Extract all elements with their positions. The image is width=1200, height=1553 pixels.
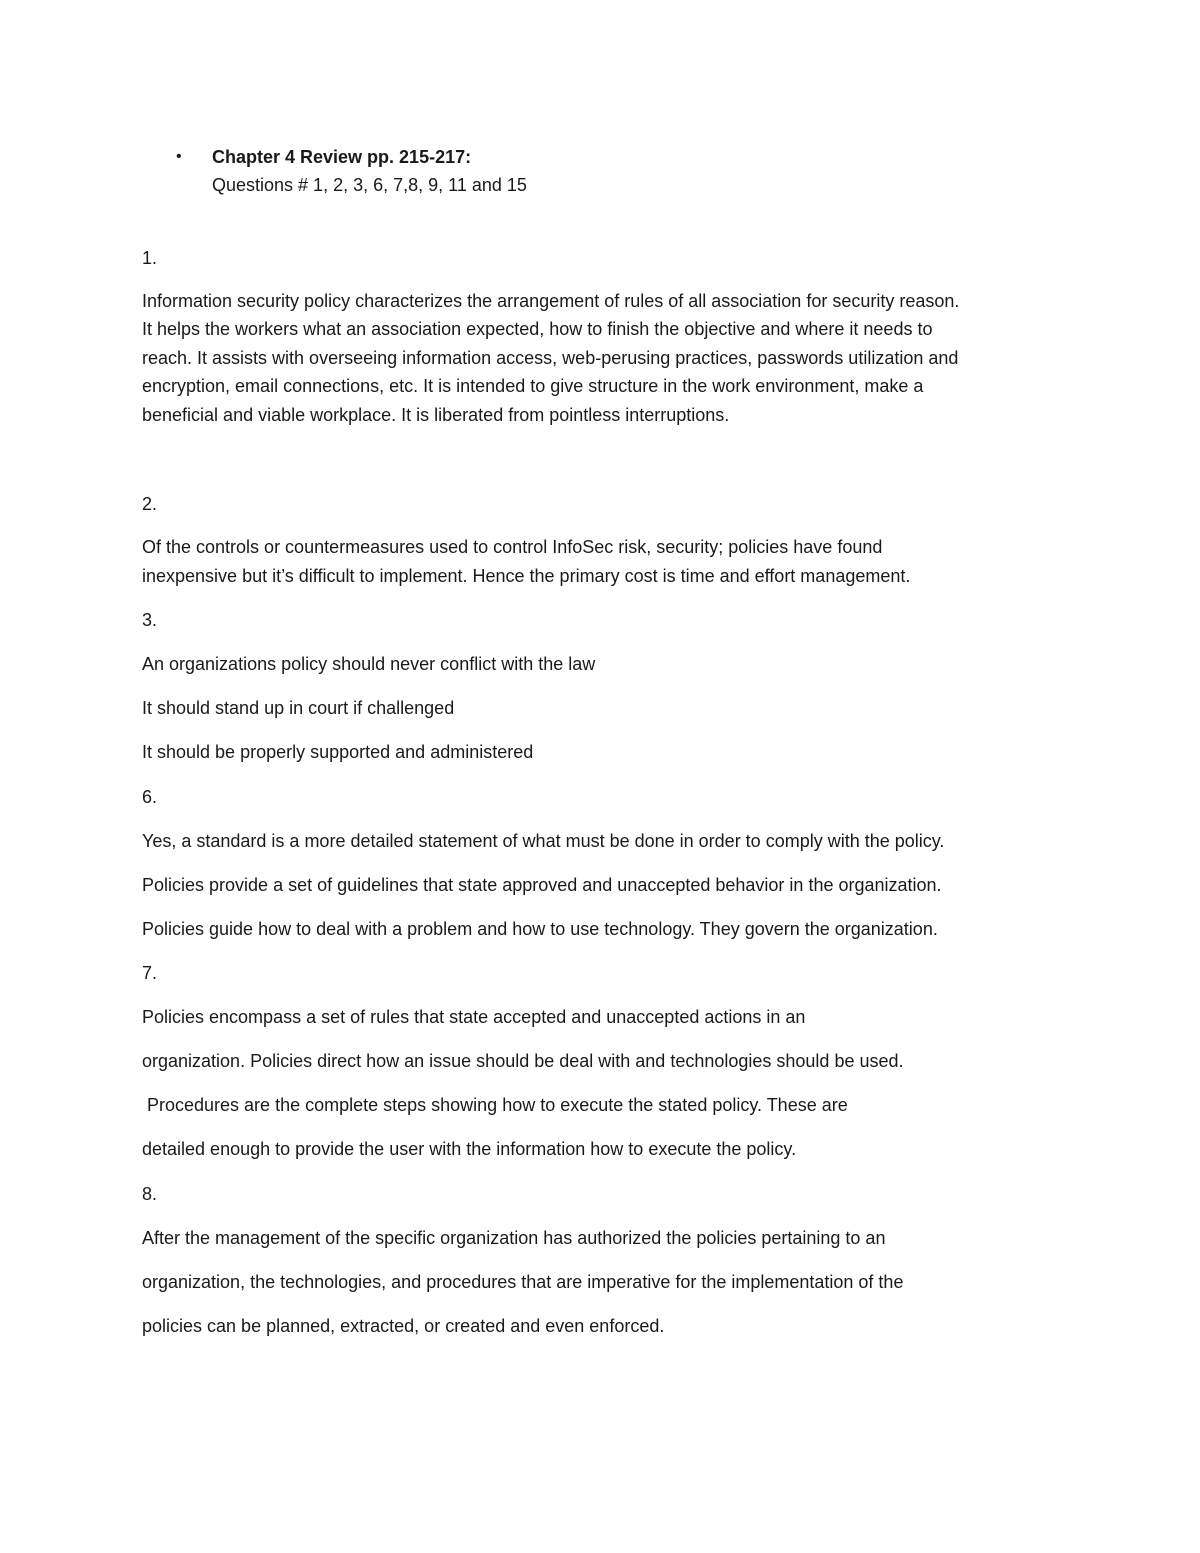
answer-line: It should be properly supported and administered [142,742,534,762]
answer-line: detailed enough to provide the user with the information how to execute the policy. [142,1139,797,1159]
answer-line: policies can be planned, extracted, or created and even enforced. [142,1316,665,1336]
answer-line: encryption, email connections, etc. It is intended to give structure in the work environment, make a [142,376,924,396]
answer-line: An organizations policy should never conflict with the law [142,654,596,674]
answer-line: Information security policy characterizes the arrangement of rules of all association for security reason. [142,291,960,311]
answer-line: inexpensive but it’s difficult to implement. Hence the primary cost is time and effort management. [142,566,911,586]
answer-number: 3. [142,610,158,630]
answer-line: Yes, a standard is a more detailed statement of what must be done in order to comply with the policy. [142,831,945,851]
answer-line: After the management of the specific organization has authorized the policies pertaining to an [142,1228,886,1248]
answer-line: Of the controls or countermeasures used to control InfoSec risk, security; policies have found [142,537,883,557]
answer-number: 6. [142,787,158,807]
answer-line: organization, the technologies, and procedures that are imperative for the implementation of the [142,1272,904,1292]
answer-number: 8. [142,1184,158,1204]
answer-line: It should stand up in court if challenged [142,698,455,718]
answer-line: Policies provide a set of guidelines that state approved and unaccepted behavior in the organization. [142,875,942,895]
bullet-icon: • [176,148,182,165]
answer-line: beneficial and viable workplace. It is liberated from pointless interruptions. [142,405,730,425]
answer-line: reach. It assists with overseeing information access, web-perusing practices, passwords utilization and [142,348,959,368]
answer-line: Policies encompass a set of rules that state accepted and unaccepted actions in an [142,1007,806,1027]
answer-line: organization. Policies direct how an issue should be deal with and technologies should be used. [142,1051,904,1071]
document-subtitle: Questions # 1, 2, 3, 6, 7,8, 9, 11 and 15 [212,175,527,195]
answer-line: Procedures are the complete steps showing how to execute the stated policy. These are [142,1095,848,1115]
answer-number: 1. [142,248,158,268]
answer-number: 2. [142,494,158,514]
document-title: Chapter 4 Review pp. 215-217: [212,147,472,167]
answer-line: Policies guide how to deal with a problem and how to use technology. They govern the organization. [142,919,938,939]
answer-line: It helps the workers what an association expected, how to finish the objective and where it needs to [142,319,933,339]
answer-number: 7. [142,963,158,983]
